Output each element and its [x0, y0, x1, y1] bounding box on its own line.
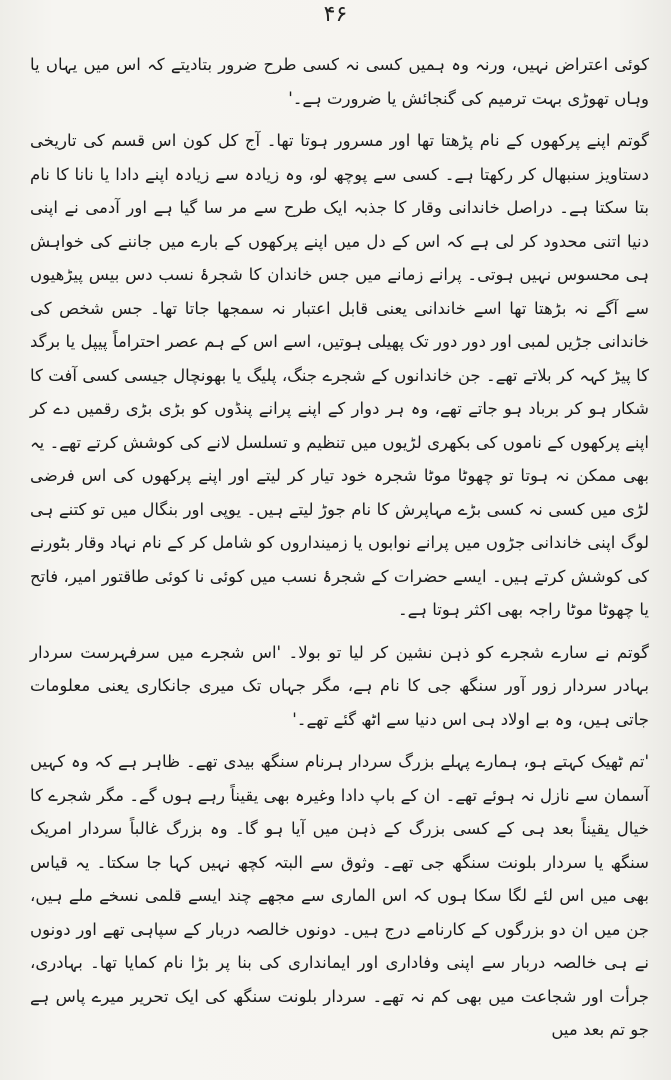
- paragraph-gap: [30, 115, 649, 124]
- paragraph-2: گوتم اپنے پرکھوں کے نام پڑھتا تھا اور مسرور ہوتا تھا۔ آج کل کون اس قسم کی تاریخی دستاویز سنبھال کر رکھتا ہے۔ کسی سے پوچھ لو، وہ زیادہ سے زیادہ اپنے دادا یا نانا کا نام بتا سکتا ہے۔ دراصل خاندانی وقار کا جذبہ ایک طرح سے مر سا گیا ہے اور آدمی نے اپنی دنیا اتنی محدود کر لی ہے کہ اس کے دل میں اپنے پرکھوں کے بارے میں جاننے کی خواہش ہی محسوس نہیں ہوتی۔ پرانے زمانے میں جس خاندان کا شجرۂ نسب دس بیس پیڑھیوں سے آگے نہ بڑھتا تھا اسے خاندانی یعنی قابل اعتبار نہ سمجھا جاتا تھا۔ جس شخص کی خاندانی جڑیں لمبی اور دور دور تک پھیلی ہوتیں، اسے اس کے ہم عصر احتراماً پیپل یا برگد کا پیڑ کہہ کر بلاتے تھے۔ جن خاندانوں کے شجرے جنگ، پلیگ یا بھونچال جیسی کسی آفت کا شکار ہو کر برباد ہو جاتے تھے، وہ ہر دوار کے اپنے پرانے پنڈوں کو بڑی بڑی رقمیں دے کر اپنے پرکھوں کے ناموں کی بکھری لڑیوں میں تنظیم و تسلسل لانے کی کوشش کرتے تھے۔ یہ بھی ممکن نہ ہوتا تو چھوٹا موٹا شجرہ خود تیار کر لیتے اور اپنے پرکھوں کی اس فرضی لڑی میں کسی نہ کسی بڑے مہاپرش کا نام جوڑ لیتے ہیں۔ یوپی اور بنگال میں تو کتنے ہی لوگ اپنی خاندانی جڑوں میں پرانے نوابوں یا زمینداروں کو شامل کر کے نام نہاد وقار بٹورنے کی کوشش کرتے ہیں۔ ایسے حضرات کے شجرۂ نسب میں کوئی نا کوئی طاقتور امیر، فاتح یا چھوٹا موٹا راجہ بھی اکثر ہوتا ہے۔: [30, 131, 649, 619]
- paragraph-1: کوئی اعتراض نہیں، ورنہ وہ ہمیں کسی نہ کسی طرح ضرور بتادیتے کہ اس میں یہاں یا وہاں تھوڑی بہت ترمیم کی گنجائش یا ضرورت ہے۔': [30, 55, 649, 108]
- page-number: ۴۶: [323, 2, 348, 27]
- paragraph-gap: [30, 736, 649, 745]
- paragraph-4: 'تم ٹھیک کہتے ہو، ہمارے پہلے بزرگ سردار ہرنام سنگھ بیدی تھے۔ ظاہر ہے کہ وہ کہیں آسمان سے نازل نہ ہوئے تھے۔ ان کے باپ دادا وغیرہ بھی یقیناً رہے ہوں گے۔ مگر شجرے کا خیال یقیناً بعد ہی کے کسی بزرگ کے ذہن میں آیا ہو گا۔ وہ بزرگ غالباً سردار امریک سنگھ یا سردار بلونت سنگھ جی تھے۔ وثوق سے البتہ کچھ نہیں کہا جا سکتا۔ یہ قیاس بھی میں اس لئے لگا سکا ہوں کہ اس الماری سے مجھے چند ایسے قلمی نسخے ملے ہیں، جن میں ان دو بزرگوں کے کارنامے درج ہیں۔ دونوں خالصہ دربار کے سپاہی تھے اور دونوں نے ہی خالصہ دربار سے اپنی وفاداری اور ایمانداری کی بنا پر بڑا نام کمایا تھا۔ بہادری، جرأت اور شجاعت میں بھی کم نہ تھے۔ سردار بلونت سنگھ کی ایک تحریر میرے پاس ہے جو تم بعد میں: [30, 752, 649, 1039]
- page-body-text: [30, 48, 649, 1047]
- paragraph-3: گوتم نے سارے شجرے کو ذہن نشین کر لیا تو بولا۔ 'اس شجرے میں سرفہرست سردار بہادر سردار زور آور سنگھ جی کا نام ہے، مگر جہاں تک میری جانکاری یعنی معلومات جاتی ہیں، وہ بے اولاد ہی اس دنیا سے اٹھ گئے تھے۔': [30, 642, 649, 729]
- paragraph-gap: [30, 627, 649, 636]
